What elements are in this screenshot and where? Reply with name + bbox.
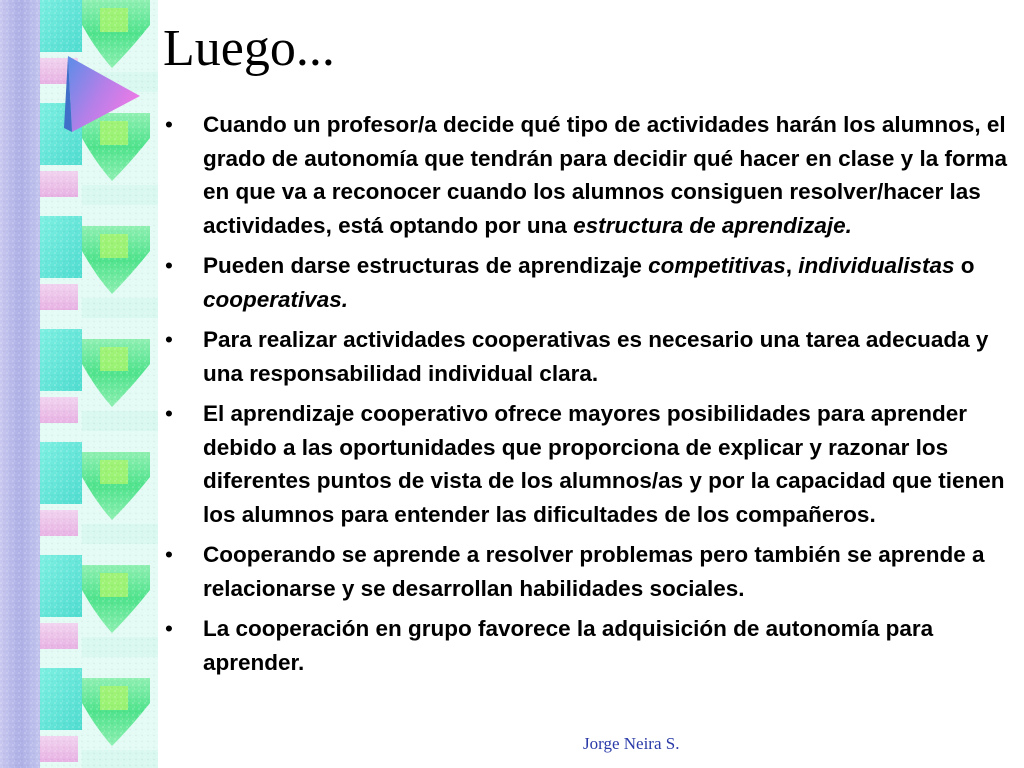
- author-footer: Jorge Neira S.: [583, 734, 680, 753]
- bullet-item: [163, 249, 1015, 316]
- bullet-marker: •: [165, 542, 173, 567]
- bullet-text: [203, 327, 988, 386]
- bullet-text-segment: Cuando un profesor/a decide qué tipo de actividades harán los alumnos, el grado de autonomía que tendrán para decidir qué hacer en clase y la forma en que va a reconocer cuando los alumnos consiguen resolver/hacer las actividades, está optando por una: [203, 112, 1007, 238]
- bullet-item: [163, 397, 1015, 531]
- bullet-text-italic: competitivas: [648, 253, 786, 278]
- bullet-text-segment: ,: [785, 253, 799, 278]
- bullet-item: [163, 108, 1015, 242]
- bullet-text-segment: Para realizar actividades cooperativas es necesario una tarea adecuada y una responsabilidad individual clara.: [203, 327, 989, 386]
- bullet-marker: •: [165, 253, 173, 278]
- bullet-marker: •: [165, 327, 173, 352]
- bullet-text-segment: El aprendizaje cooperativo ofrece mayores posibilidades para aprender debido a las oportunidades que proporciona de explicar y razonar los diferentes puntos de vista de los alumnos/as y por la capacidad que tienen los alumnos para entender las dificultades de los compañeros.: [203, 401, 1005, 527]
- bullet-marker: •: [165, 616, 173, 641]
- bullet-text: [203, 112, 1007, 238]
- bullet-list: [163, 108, 1015, 686]
- bullet-text-italic: estructura de aprendizaje.: [573, 212, 852, 238]
- bullet-text-segment: Cooperando se aprende a resolver problemas pero también se aprende a relacionarse y se desarrollan habilidades sociales.: [203, 542, 985, 601]
- bullet-text: [203, 542, 985, 601]
- bullet-text-italic: cooperativas.: [203, 286, 349, 312]
- bullet-text-segment: La cooperación en grupo favorece la adquisición de autonomía para aprender.: [203, 616, 934, 675]
- bullet-item: [163, 323, 1015, 390]
- triangle-pointer-icon: [60, 52, 150, 136]
- bullet-item: [163, 538, 1015, 605]
- bullet-marker: •: [165, 401, 173, 426]
- bullet-text-segment: Pueden darse estructuras de aprendizaje: [203, 253, 649, 278]
- slide-title: Luego...: [163, 20, 335, 77]
- bullet-text-segment: o: [954, 253, 975, 278]
- bullet-marker: •: [165, 112, 173, 137]
- bullet-text: [203, 401, 1004, 527]
- bullet-item: [163, 612, 1015, 679]
- bullet-text: [203, 253, 975, 312]
- bullet-text: [203, 616, 933, 675]
- bullet-text-italic: individualistas: [798, 253, 955, 278]
